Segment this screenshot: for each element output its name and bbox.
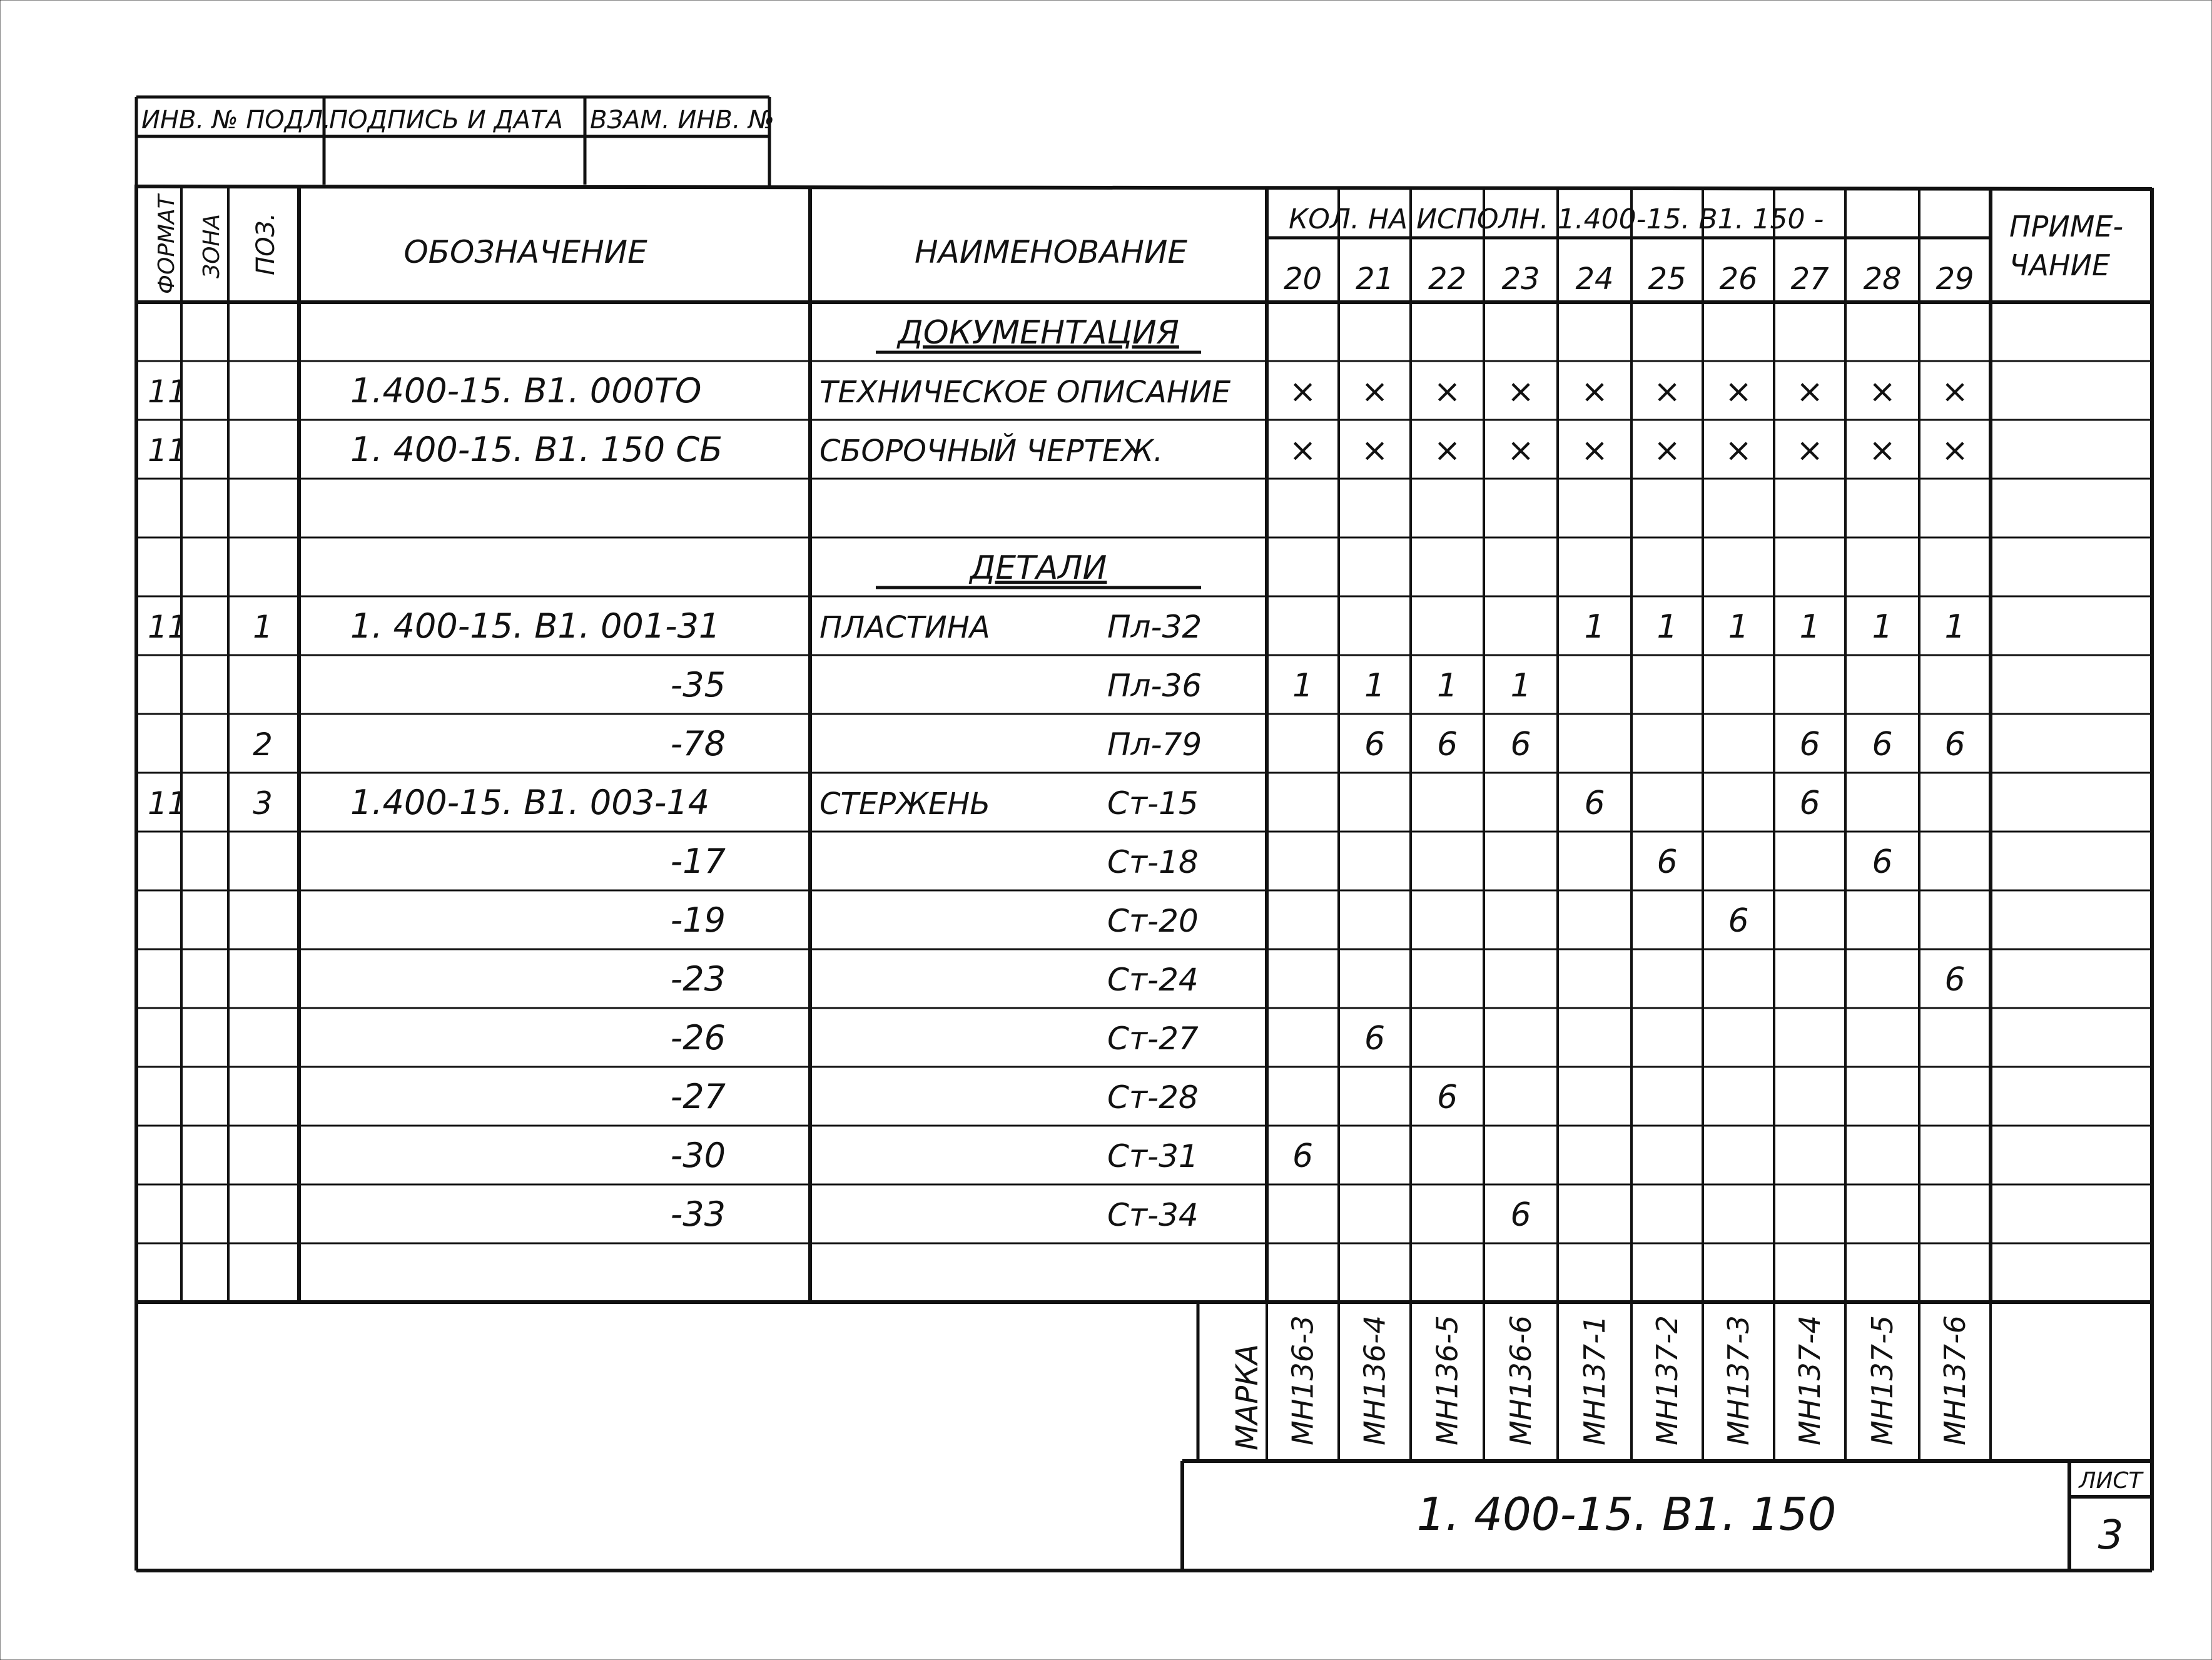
header-note-line2: ЧАНИЕ <box>2009 248 2111 282</box>
quantity-cell: 1 <box>1510 667 1531 705</box>
quantity-cell: 1 <box>1799 608 1820 646</box>
quantity-cell: 6 <box>1364 726 1386 763</box>
header-quantity-group: КОЛ. НА ИСПОЛН. 1.400-15. В1. 150 - <box>1289 203 1824 235</box>
quantity-cell: × <box>1725 373 1752 410</box>
product-mark: МН136-6 <box>1504 1315 1538 1445</box>
header-name: НАИМЕНОВАНИЕ <box>915 234 1187 270</box>
product-mark: МН136-3 <box>1286 1315 1320 1445</box>
row-name: ПЛАСТИНА <box>819 610 990 645</box>
row-mark: Ст-20 <box>1107 903 1199 939</box>
row-mark: Пл-32 <box>1107 609 1202 645</box>
product-mark: МН137-5 <box>1865 1315 1899 1445</box>
quantity-cell: 6 <box>1510 726 1531 763</box>
variant-number: 24 <box>1575 262 1614 297</box>
quantity-cell: × <box>1796 432 1824 469</box>
variant-number: 20 <box>1283 262 1322 297</box>
row-format: 11 <box>148 609 188 645</box>
product-mark: МН136-4 <box>1357 1315 1392 1445</box>
variant-number: 27 <box>1790 262 1829 297</box>
row-format: 11 <box>148 785 188 822</box>
quantity-cell: 1 <box>1584 608 1605 646</box>
drawing-designation: 1. 400-15. В1. 150 <box>1416 1488 1837 1540</box>
marks-label: МАРКА <box>1230 1343 1265 1450</box>
product-mark: МН137-2 <box>1650 1315 1684 1445</box>
row-name: СТЕРЖЕНЬ <box>819 787 991 822</box>
quantity-cell: 1 <box>1728 608 1749 646</box>
product-mark: МН137-3 <box>1722 1315 1755 1445</box>
quantity-cell: × <box>1361 432 1389 469</box>
quantity-cell: 6 <box>1364 1020 1386 1057</box>
quantity-cell: 1 <box>1436 667 1458 705</box>
header-zone: ЗОНА <box>199 213 225 278</box>
variant-number: 26 <box>1719 262 1758 297</box>
row-position: 3 <box>253 785 273 822</box>
row-designation: -23 <box>670 959 726 999</box>
row-position: 2 <box>253 726 273 763</box>
row-designation: 1.400-15. В1. 003-14 <box>350 783 710 822</box>
row-mark: Ст-18 <box>1107 844 1199 880</box>
variant-number: 23 <box>1501 262 1540 297</box>
row-designation: -27 <box>670 1077 726 1116</box>
quantity-cell: × <box>1653 432 1681 469</box>
row-designation: 1. 400-15. В1. 001-31 <box>350 606 721 646</box>
row-designation: 1. 400-15. В1. 150 СБ <box>350 430 723 469</box>
row-designation: -19 <box>670 900 726 940</box>
quantity-cell: × <box>1507 373 1535 410</box>
stamp-header-replacement: ВЗАМ. ИНВ. № <box>590 106 774 135</box>
quantity-cell: 6 <box>1799 785 1820 822</box>
quantity-cell: × <box>1869 432 1896 469</box>
quantity-cell: × <box>1725 432 1752 469</box>
row-mark: Ст-28 <box>1107 1079 1199 1116</box>
quantity-cell: × <box>1941 373 1969 410</box>
stamp-header-inventory: ИНВ. № ПОДЛ. <box>141 106 331 135</box>
sheet-label: ЛИСТ <box>2079 1468 2143 1494</box>
row-designation: -35 <box>670 665 726 705</box>
quantity-cell: × <box>1869 373 1896 410</box>
row-mark: Ст-15 <box>1107 785 1199 822</box>
section-heading: ДОКУМЕНТАЦИЯ <box>898 314 1179 352</box>
header-note-line1: ПРИМЕ- <box>2009 210 2124 243</box>
quantity-cell: 1 <box>1944 608 1966 646</box>
row-name: СБОРОЧНЫЙ ЧЕРТЕЖ. <box>819 434 1164 469</box>
quantity-cell: × <box>1941 432 1969 469</box>
quantity-cell: 6 <box>1436 726 1458 763</box>
row-designation: -26 <box>670 1018 726 1057</box>
product-mark: МН137-4 <box>1793 1315 1827 1445</box>
quantity-cell: 6 <box>1436 1079 1458 1116</box>
quantity-cell: 6 <box>1799 726 1820 763</box>
sheet-number: 3 <box>2098 1512 2124 1559</box>
quantity-cell: × <box>1507 432 1535 469</box>
row-designation: -78 <box>670 724 726 763</box>
quantity-cell: × <box>1289 432 1317 469</box>
row-mark: Ст-24 <box>1107 962 1199 998</box>
row-mark: Ст-27 <box>1107 1021 1199 1057</box>
quantity-cell: 6 <box>1656 843 1678 881</box>
row-designation: -30 <box>670 1136 726 1175</box>
variant-number: 22 <box>1428 262 1467 297</box>
variant-number: 25 <box>1648 262 1687 297</box>
row-position: 1 <box>253 609 273 645</box>
product-mark: МН136-5 <box>1430 1315 1464 1445</box>
quantity-cell: 6 <box>1872 726 1893 763</box>
quantity-cell: 6 <box>1728 902 1749 940</box>
variant-number: 29 <box>1936 262 1974 297</box>
quantity-cell: 6 <box>1292 1138 1314 1175</box>
quantity-cell: 6 <box>1944 961 1966 999</box>
variant-number: 21 <box>1355 262 1394 297</box>
header-format: ФОРМАТ <box>154 195 180 294</box>
header-position: ПОЗ. <box>251 213 280 275</box>
quantity-cell: 1 <box>1656 608 1678 646</box>
quantity-cell: 1 <box>1364 667 1386 705</box>
quantity-cell: 1 <box>1292 667 1314 705</box>
row-mark: Пл-79 <box>1107 726 1202 763</box>
stamp-header-signature: ПОДПИСЬ И ДАТА <box>329 106 563 135</box>
row-mark: Ст-34 <box>1107 1197 1199 1233</box>
row-name: ТЕХНИЧЕСКОЕ ОПИСАНИЕ <box>819 375 1231 410</box>
quantity-cell: × <box>1653 373 1681 410</box>
header-designation: ОБОЗНАЧЕНИЕ <box>403 234 647 270</box>
section-heading: ДЕТАЛИ <box>970 549 1107 587</box>
row-designation: -33 <box>670 1194 726 1234</box>
quantity-cell: × <box>1581 373 1608 410</box>
quantity-cell: 6 <box>1584 785 1605 822</box>
quantity-cell: 1 <box>1872 608 1893 646</box>
product-mark: МН137-6 <box>1938 1315 1972 1445</box>
row-designation: -17 <box>670 842 726 881</box>
variant-number: 28 <box>1863 262 1902 297</box>
quantity-cell: × <box>1433 432 1461 469</box>
quantity-cell: × <box>1361 373 1389 410</box>
row-designation: 1.400-15. В1. 000ТО <box>350 371 702 410</box>
quantity-cell: × <box>1581 432 1608 469</box>
quantity-cell: × <box>1289 373 1317 410</box>
quantity-cell: × <box>1433 373 1461 410</box>
quantity-cell: 6 <box>1872 843 1893 881</box>
quantity-cell: 6 <box>1944 726 1966 763</box>
row-mark: Пл-36 <box>1107 668 1202 704</box>
quantity-cell: 6 <box>1510 1196 1531 1234</box>
row-format: 11 <box>148 374 188 410</box>
row-mark: Ст-31 <box>1107 1138 1199 1174</box>
row-format: 11 <box>148 432 188 469</box>
table-row <box>876 314 1201 352</box>
quantity-cell: × <box>1796 373 1824 410</box>
product-mark: МН137-1 <box>1578 1315 1611 1445</box>
